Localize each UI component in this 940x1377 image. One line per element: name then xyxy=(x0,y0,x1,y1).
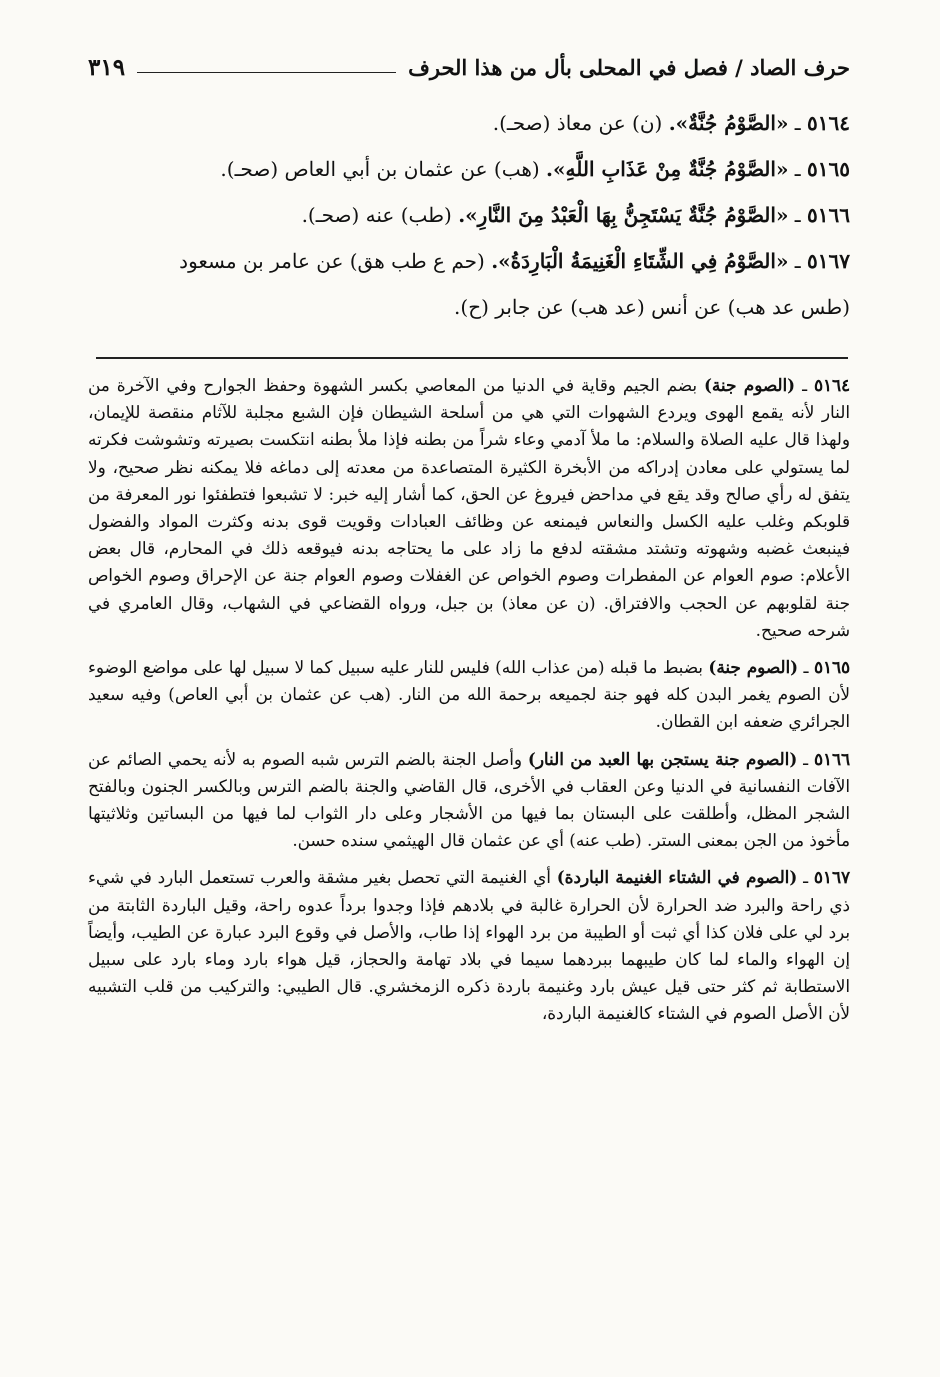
hadith-reference: (حم ع طب هق) عن عامر بن مسعود xyxy=(179,249,492,273)
commentary-section xyxy=(88,372,850,1038)
commentary-number: ٥١٦٤ xyxy=(813,375,851,395)
hadith-text: «الصَّوْمُ فِي الشِّتَاءِ الْغَنِيمَةُ الْبَارِدَةُ». xyxy=(491,249,789,273)
hadith-item xyxy=(88,146,850,192)
commentary-heading: (الصوم في الشتاء الغنيمة الباردة) xyxy=(556,867,798,888)
header-rule xyxy=(137,72,396,73)
commentary-dash: ـ xyxy=(798,657,814,678)
commentary-heading: (الصوم جنة) xyxy=(708,657,799,678)
commentary-paragraph xyxy=(88,746,850,855)
commentary-dash: ـ xyxy=(797,748,814,769)
hadith-dash: ـ xyxy=(788,157,808,181)
running-title: حرف الصاد / فصل في المحلى بأل من هذا الحرف xyxy=(408,54,850,80)
commentary-heading: (الصوم جنة) xyxy=(703,375,796,395)
hadith-reference: (طب) عنه (صحـ). xyxy=(301,203,459,227)
commentary-dash: ـ xyxy=(797,867,814,888)
page-header xyxy=(88,50,850,84)
hadith-reference: (ن) عن معاذ (صحـ). xyxy=(492,111,669,135)
hadith-number: ٥١٦٥ xyxy=(807,157,850,181)
commentary-number: ٥١٦٦ xyxy=(813,748,850,769)
hadith-list xyxy=(88,100,850,330)
hadith-dash: ـ xyxy=(788,111,808,135)
commentary-body: بضم الجيم وقاية في الدنيا من المعاصي بكسر الشهوة وحفظ الجوارح وفي الآخرة من النار لأنه يقمع الهوى ويردع الشهوات التي هي من أسلحة الشيطان فإن الشبع مجلبة للآثام منقصة للإيمان، ولهذا قال عليه الصلاة والسلام: ما ملأ آدمي وعاء شراً من بطنه فإذا ملأ بطنه انتكست بصيرته وتشوشت فكرته لما يستولي على معادن إدراكه من الأبخرة الكثيرة المتصاعدة من معدته إلى دماغه فلا يمكنه نظر صحيح، ولا يتفق له رأي صالح وقد يقع في مداحض فيروغ عن الحق، كما أشار إليه خبر: لا تشبعوا فتطفئوا نور المعرفة من قلوبكم وغلب عليه الكسل والنعاس فيمنعه عن وظائف العبادات وقويت قوى بدنه وكثرت المواد والفضول فينبعث غضبه وشهوته وتشتد مشقته لدفع ما زاد على ما يحتاجه بدنه فيوقعه ذلك في المحارم، قال بعض الأعلام: صوم العوام عن المفطرات وصوم الخواص عن الغفلات وصوم العوام جنة عن الإحراق وصوم الخواص جنة لقلوبهم عن الحجب والافتراق. (ن عن معاذ) بن جبل، ورواه القضاعي في الشهاب، وقال العامري في شرحه صحيح. xyxy=(88,375,850,640)
commentary-number: ٥١٦٧ xyxy=(813,867,850,888)
commentary-body: وأصل الجنة بالضم الترس شبه الصوم به لأنه يحمي الصائم عن الآفات النفسانية في الدنيا وعن العقاب في الأخرى، قال القاضي والجنة بالضم الترس وبالكسر الجنون وبالفتح الشجر المظل، وأطلقت على البستان بما فيها من الأشجار وعلى دار الثواب لما فيها من البساتين وثلاثيتها مأخوذ من الجن بمعنى الستر. (طب عنه) أي عن عثمان قال الهيثمي سنده حسن. xyxy=(88,748,850,851)
commentary-paragraph xyxy=(88,372,850,644)
hadith-dash: ـ xyxy=(788,249,808,273)
hadith-number: ٥١٦٤ xyxy=(807,111,850,135)
hadith-item xyxy=(88,100,850,146)
hadith-dash: ـ xyxy=(788,203,808,227)
commentary-body: بضبط ما قبله (من عذاب الله) فليس للنار عليه سبيل كما لا سبيل لها على مواضع الوضوء لأن الصوم يغمر البدن كله فهو جنة لجميعه برحمة الله من النار. (هب عن عثمان بن أبي العاص) وفيه سعيد الجرائري ضعفه ابن القطان. xyxy=(88,657,850,732)
hadith-item xyxy=(88,192,850,238)
commentary-number: ٥١٦٥ xyxy=(813,657,851,678)
commentary-paragraph xyxy=(88,864,850,1027)
hadith-text: «الصَّوْمُ جُنَّةٌ». xyxy=(668,111,789,135)
hadith-number: ٥١٦٧ xyxy=(807,249,850,273)
commentary-body: أي الغنيمة التي تحصل بغير مشقة والعرب تستعمل البارد في شيء ذي راحة والبرد ضد الحرارة لأن الحرارة غالبة في بلادهم فإذا وجدوا برداً عدوه راحة، وقيل الباردة الثابتة من برد لي على فلان كذا أي ثبت أو الطيبة من برد الهواء إذا طاب، والأصل في وقوع البرد عبارة عن الطيب، وأيضاً إن الهواء والماء لما كان طيبهما ببردهما سيما في بلاد تهامة والحجاز، قيل هواء بارد وماء بارد على سبيل الاستطابة ثم كثر حتى قيل عيش بارد وغنيمة باردة ذكره الزمخشري. قال الطيبي: والتركيب من قلب التشبيه لأن الأصل الصوم في الشتاء كالغنيمة الباردة، xyxy=(88,867,850,1024)
page-number: ٣١٩ xyxy=(88,53,126,81)
commentary-dash: ـ xyxy=(795,375,814,395)
commentary-paragraph xyxy=(88,654,850,736)
hadith-text: «الصَّوْمُ جُنَّةٌ يَسْتَجِنُّ بِهَا الْعَبْدُ مِنَ النَّارِ». xyxy=(458,203,789,227)
hadith-continuation: (طس عد هب) عن أنس (عد هب) عن جابر (ح). xyxy=(454,295,850,319)
hadith-number: ٥١٦٦ xyxy=(807,203,850,227)
section-divider xyxy=(96,357,848,359)
hadith-text: «الصَّوْمُ جُنَّةٌ مِنْ عَذَابِ اللَّهِ». xyxy=(546,157,789,181)
hadith-item xyxy=(88,238,850,284)
hadith-reference: (هب) عن عثمان بن أبي العاص (صحـ). xyxy=(220,157,547,181)
commentary-heading: (الصوم جنة يستجن بها العبد من النار) xyxy=(527,748,798,769)
